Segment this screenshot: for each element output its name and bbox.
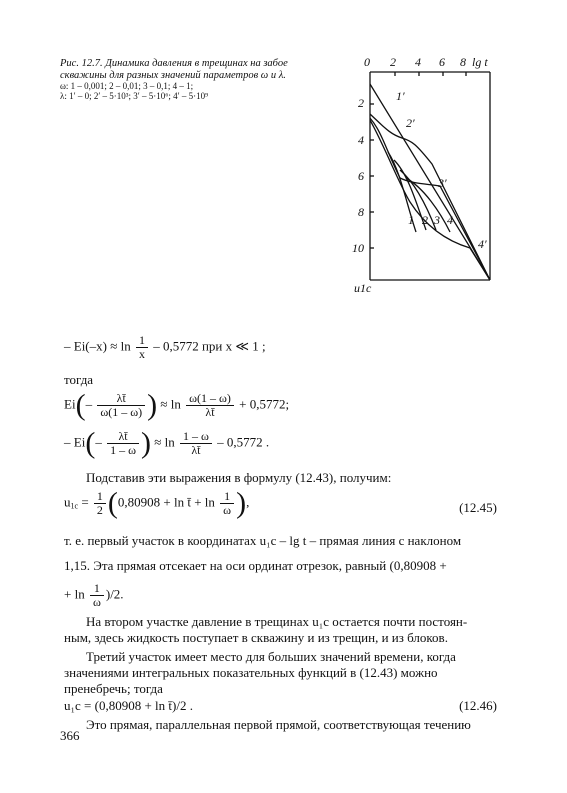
- eq4-inner-num: 1: [220, 490, 234, 504]
- page-number: 366: [60, 728, 80, 743]
- curve-label-1: 1: [408, 213, 414, 227]
- equation-ei-approx: [64, 334, 504, 361]
- equation-ei-2: Ei(– $\frac{\lambda t̄}{\omega(1 - \omega)}$ ) ≈ ln $\frac{\omega(1 - \omega)}{\lambda t̄}$ + 0,5772;: [64, 388, 290, 422]
- eq3-lhs: – Ei: [64, 434, 86, 450]
- paragraph-4-line-1: Третий участок имеет место для больших значений времени, когда: [86, 649, 456, 664]
- y-tick-label: 6: [358, 169, 364, 183]
- equation-12-45: $u_{1c}$ = $\frac{1}{2}$ (0,80908 + ln t̄ + ln $\frac{1}{\omega}$ ),: [64, 486, 250, 520]
- equation-number-12-46: (12.46): [459, 698, 497, 713]
- para2-line3-a: + ln: [64, 586, 85, 602]
- eq2-lhs: Ei: [64, 396, 76, 412]
- eq1-lhs: – Ei(–x) ≈ ln: [64, 338, 131, 354]
- eq4-sub: 1c: [70, 501, 79, 511]
- para2-frac: [90, 582, 104, 609]
- para2-frac-den: ω: [92, 595, 101, 609]
- caption-line-2: скважины для разных значений параметров ω и λ.: [60, 69, 286, 81]
- eq3-arg-den: 1 – ω: [110, 443, 136, 457]
- eq2-arg-den: ω(1 – ω): [100, 405, 143, 419]
- paragraph-4-line-3: пренебречь; тогда: [64, 681, 163, 696]
- curve-2p: [370, 114, 490, 280]
- caption-line-3: ω: 1 – 0,001; 2 – 0,01; 3 – 0,1; 4 – 1;: [60, 81, 194, 91]
- eq2-ln-den: λt̄: [205, 405, 215, 419]
- eq3-arg-num: λt̄: [107, 430, 139, 444]
- curve-label-4: 4: [447, 213, 453, 227]
- eq4-inner-den: ω: [223, 503, 232, 517]
- x-tick-label: 4: [415, 55, 421, 69]
- eq4-half-num: 1: [94, 490, 106, 504]
- x-tick-label: 6: [439, 55, 445, 69]
- equation-ei-3: – Ei(– $\frac{\lambda t̄}{1 - \omega}$ ) ≈ ln $\frac{1 - \omega}{\lambda t̄}$ – 0,5772 .: [64, 426, 270, 460]
- paragraph-2-line-2: 1,15. Эта прямая отсекает на оси ординат отрезок, равный (0,80908 +: [64, 558, 447, 573]
- y-tick-label: 2: [358, 96, 364, 110]
- eq2-arg-fraction: [97, 392, 145, 419]
- caption-line-4: λ: 1′ – 0; 2′ – 5·10³; 3′ – 5·10⁶; 4′ – 5·10⁹: [60, 91, 209, 101]
- x-tick-label: 2: [390, 55, 396, 69]
- paragraph-2-line-1: т. е. первый участок в координатах u₁c – lg t – прямая линия с наклоном: [64, 533, 462, 548]
- eq3-ln-den: λt̄: [191, 443, 201, 457]
- x-tick-label: 0: [364, 55, 370, 69]
- eq1-frac-den: x: [138, 347, 145, 361]
- curve-label-1p: 1′: [396, 89, 405, 103]
- eq2-ln-fraction: [186, 392, 234, 419]
- paragraph-1: Подставив эти выражения в формулу (12.43), получим:: [86, 470, 392, 485]
- eq4-inner: [220, 490, 234, 517]
- paragraph-3-line-1: На втором участке давление в трещинах u₁c остается почти постоян-: [86, 614, 468, 629]
- curve-label-2: 2: [422, 213, 428, 227]
- eq2-arg-num: λt̄: [97, 392, 145, 406]
- y-tick-label: 8: [358, 205, 364, 219]
- paragraph-3-line-2: ным, здесь жидкость поступает в скважину и из трещин, и из блоков.: [64, 630, 448, 645]
- y-tick-label: 4: [358, 133, 364, 147]
- pressure-dynamics-figure: [350, 52, 510, 302]
- y-axis-label: u1c: [354, 281, 372, 295]
- figure-caption: [60, 58, 350, 101]
- eq1-rhs: – 0,5772 при x ≪ 1 ;: [153, 338, 266, 354]
- eq2-ln-num: ω(1 – ω): [186, 392, 234, 406]
- curve-label-2p: 2′: [406, 116, 415, 130]
- eq4-body: 0,80908 + ln t̄ + ln: [117, 494, 215, 510]
- eq3-rhs: – 0,5772 .: [217, 434, 270, 450]
- paragraph-2-line-3: [64, 582, 504, 614]
- eq4-half-den: 2: [96, 503, 103, 517]
- para2-line3-b: )/2.: [105, 586, 124, 602]
- para2-frac-num: 1: [90, 582, 104, 596]
- caption-line-1: Рис. 12.7. Динамика давления в трещинах на забое: [60, 58, 288, 69]
- paragraph-4-line-2: значениями интегральных показательных функций в (12.43) можно: [64, 665, 438, 680]
- eq1-fraction: [136, 334, 148, 361]
- equation-number-12-45: (12.45): [459, 500, 497, 515]
- curve-label-3p: 3′: [438, 176, 447, 190]
- equation-12-46: u₁c = (0,80908 + ln t̄)/2 .: [64, 698, 193, 713]
- eq1-frac-num: 1: [136, 334, 148, 348]
- text-togda: тогда: [64, 372, 94, 387]
- eq3-ln-num: 1 – ω: [180, 430, 212, 444]
- paragraph-5-line-1: Это прямая, параллельная первой прямой, соответствующая течению: [86, 717, 471, 732]
- curve-label-3: 3: [434, 213, 440, 227]
- eq2-rhs: + 0,5772;: [239, 396, 290, 412]
- eq3-ln-fraction: [180, 430, 212, 457]
- x-axis-label: lg t: [472, 55, 488, 69]
- eq4-lhs: u: [64, 494, 71, 510]
- eq3-arg-fraction: [107, 430, 139, 457]
- eq4-half: [94, 490, 106, 517]
- y-tick-label: 10: [352, 241, 364, 255]
- curve-label-4p: 4′: [478, 237, 487, 251]
- x-tick-label: 8: [460, 55, 466, 69]
